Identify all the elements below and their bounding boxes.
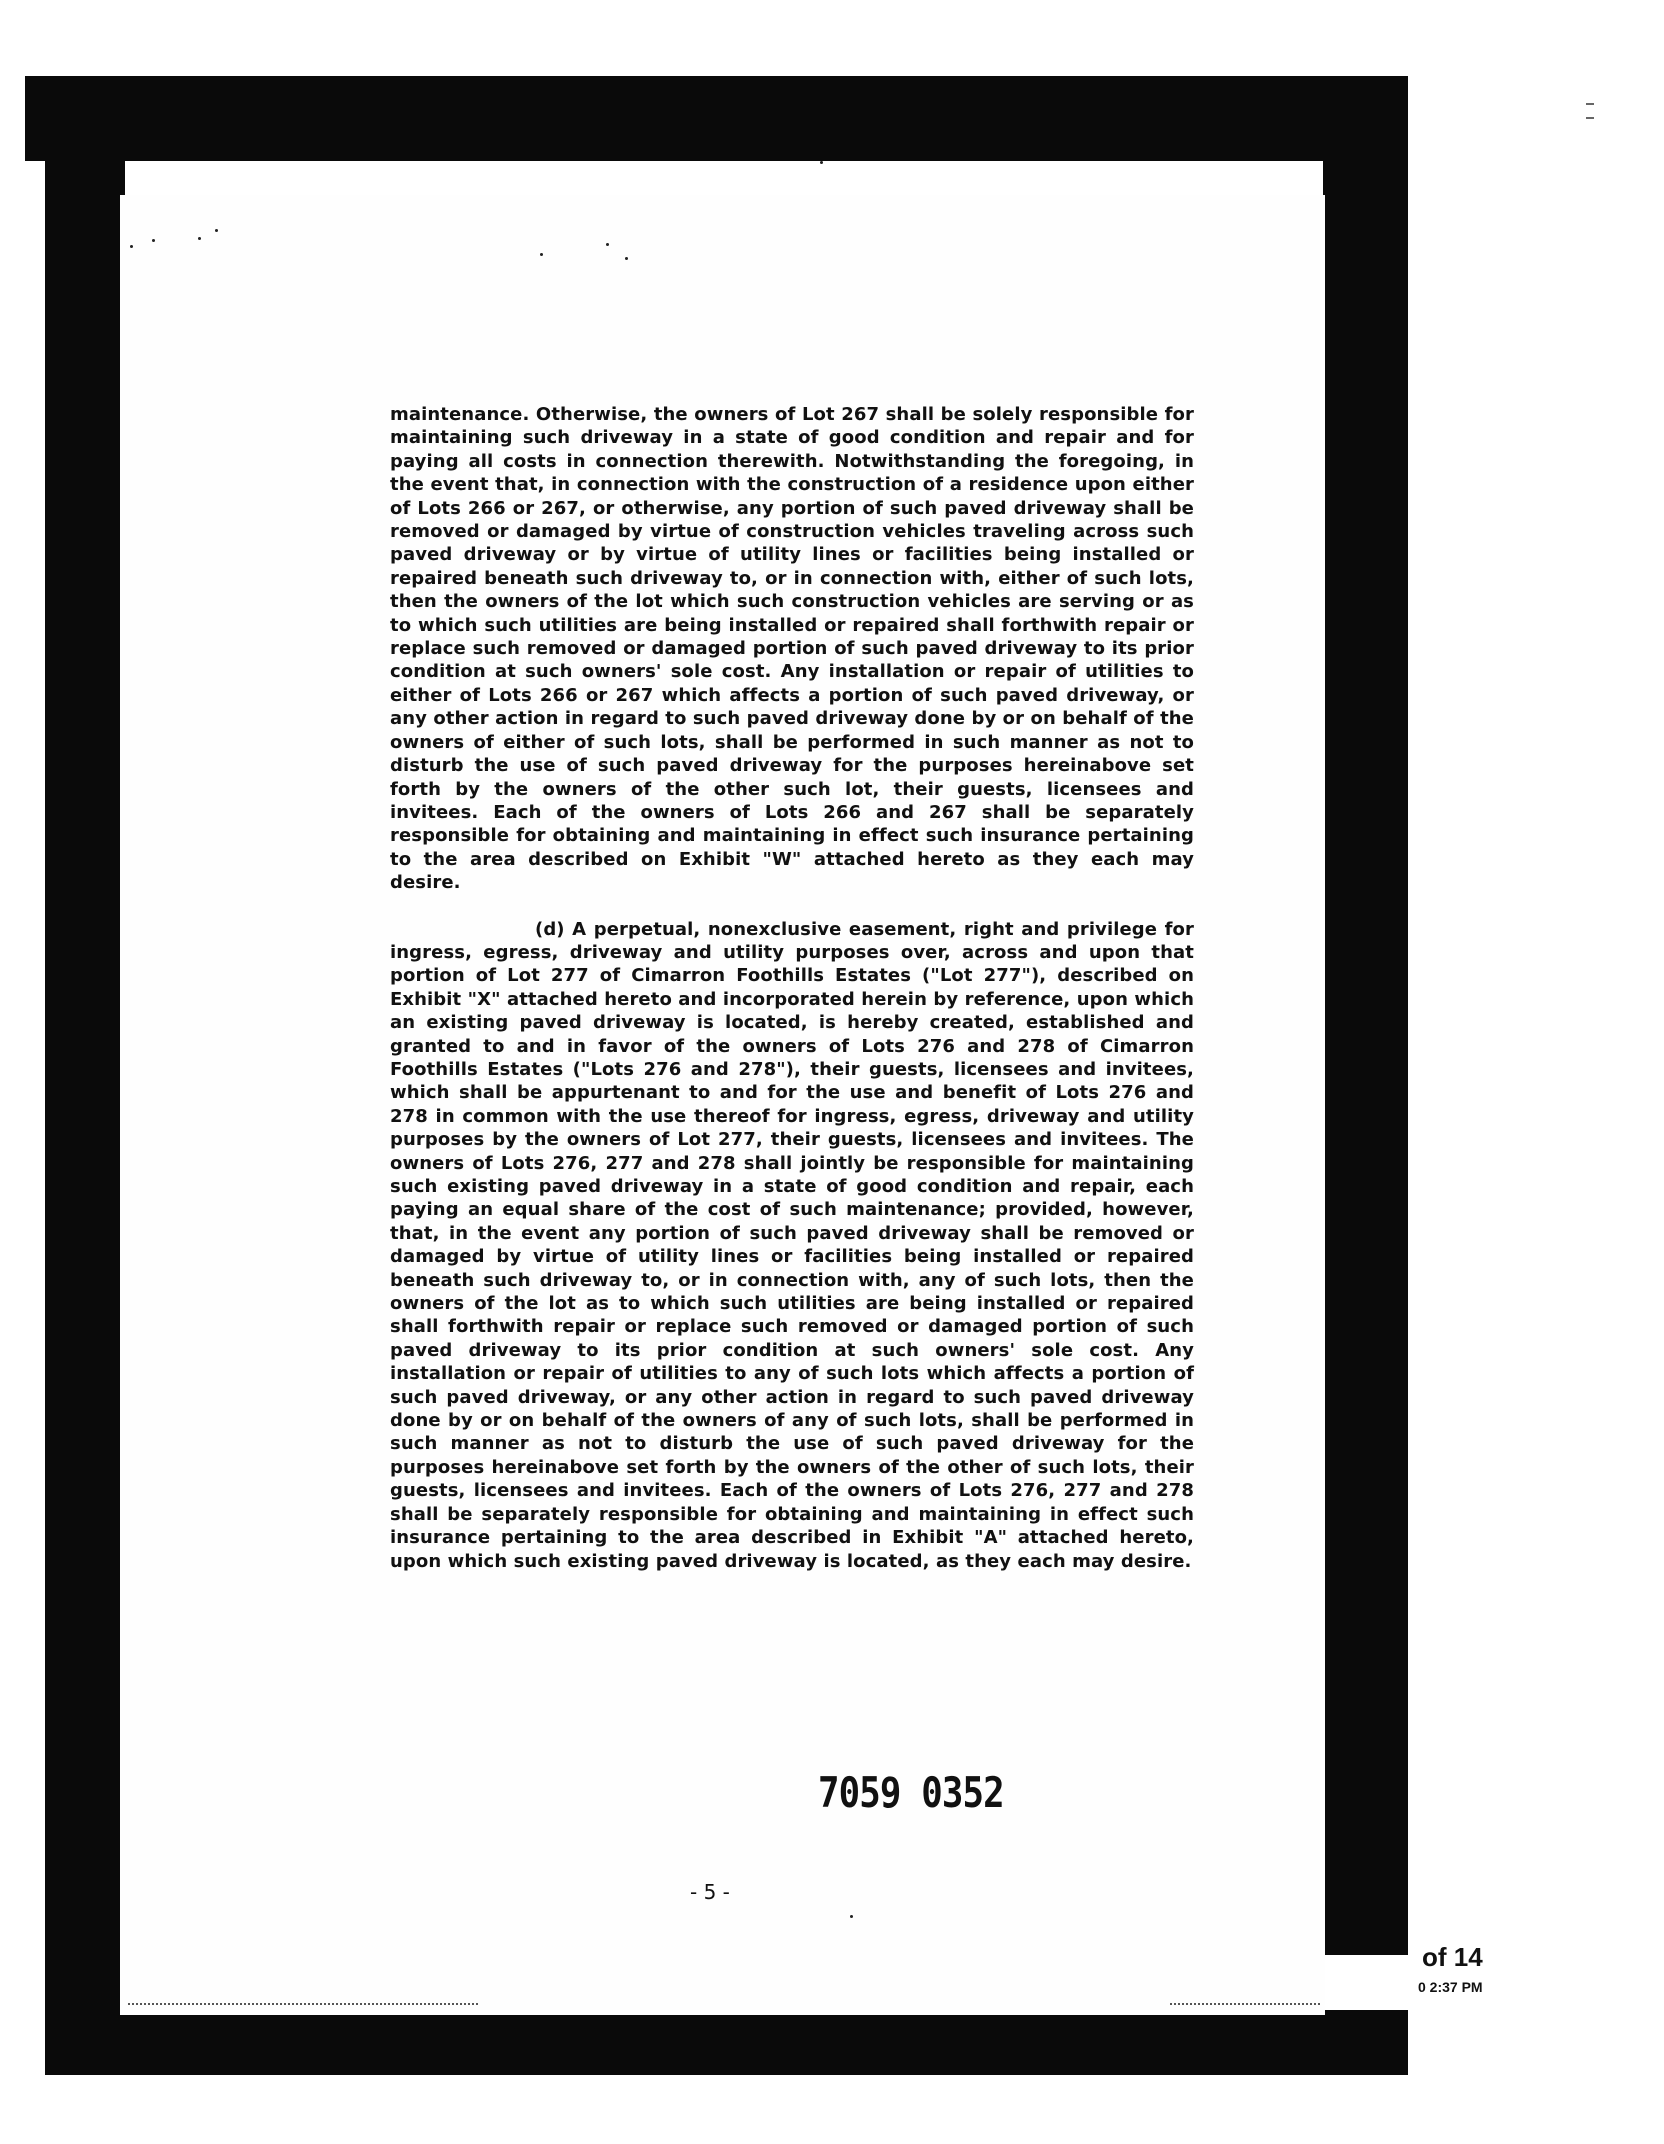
page-number: - 5 - [690,1880,730,1904]
print-timestamp: 0 2:37 PM [1418,1979,1483,1995]
edge-mark [1586,103,1594,105]
page-count-label: of 14 [1422,1942,1483,1972]
paragraph: maintenance. Otherwise, the owners of Lot 267 shall be solely responsible for maintaining such driveway in a state of good condition and repair and for paying all costs in connection therewith. Notwithstanding the foregoing, in the event that, in connection with the construction of a residence upon either of Lots 266 or 267, or otherwise, any portion of such paved driveway shall be removed or damaged by virtue of construction vehicles traveling across such paved driveway or by virtue of utility lines or facilities being installed or repaired beneath such driveway to, or in connection with, either of such lots, then the owners of the lot which such construction vehicles are serving or as to which such utilities are being installed or repaired shall forthwith repair or replace such removed or damaged portion of such paved driveway to its prior condition at such owners' sole cost. Any installation or repair of utilities to either of Lots 266 or 267 which affects a portion of such paved driveway, or any other action in regard to such paved driveway done by or on behalf of the owners of either of such lots, shall be performed in such manner as not to disturb the use of such paved driveway for the purposes hereinabove set forth by the owners of the other such lot, their guests, licensees and invitees. Each of the owners of Lots 266 and 267 shall be separately responsible for obtaining and maintaining in effect such insurance pertaining to the area described on Exhibit "W" attached hereto as they each may desire. [390,404,1194,894]
scan-noise-line [1170,2003,1320,2005]
scan-speck [130,245,133,248]
scan-bottom-border [45,2010,1408,2075]
scan-speck [850,1915,853,1918]
recording-number: 7059 0352 [818,1768,1004,1817]
scan-right-border [1323,155,1408,1955]
scan-speck [820,161,823,164]
scan-speck [215,229,218,232]
document-body [390,403,1194,1573]
scan-speck [152,239,155,242]
scan-left-border [45,155,125,2075]
scan-speck [606,243,609,246]
scan-noise-line [128,2003,478,2005]
edge-mark [1586,117,1594,119]
scan-speck [625,257,628,260]
scan-speck [198,237,201,240]
paragraph: (d) A perpetual, nonexclusive easement, right and privilege for ingress, egress, driveway and utility purposes over, across and upon that portion of Lot 277 of Cimarron Foothills Estates ("Lot 277"), described on Exhibit "X" attached hereto and incorporated herein by reference, upon which an existing paved driveway is located, is hereby created, established and granted to and in favor of the owners of Lots 276 and 278 of Cimarron Foothills Estates ("Lots 276 and 278"), their guests, licensees and invitees, which shall be appurtenant to and for the use and benefit of Lots 276 and 278 in common with the use thereof for ingress, egress, driveway and utility purposes by the owners of Lot 277, their guests, licensees and invitees. The owners of Lots 276, 277 and 278 shall jointly be responsible for maintaining such existing paved driveway in a state of good condition and repair, each paying an equal share of the cost of such maintenance; provided, however, that, in the event any portion of such paved driveway shall be removed or damaged by virtue of utility lines or facilities being installed or repaired beneath such driveway to, or in connection with, any of such lots, then the owners of the lot as to which such utilities are being installed or repaired shall forthwith repair or replace such removed or damaged portion of such paved driveway to its prior condition at such owners' sole cost. Any installation or repair of utilities to any of such lots which affects a portion of such paved driveway, or any other action in regard to such paved driveway done by or on behalf of the owners of any of such lots, shall be performed in such manner as not to disturb the use of such paved driveway for the purposes hereinabove set forth by the owners of the other of such lots, their guests, licensees and invitees. Each of the owners of Lots 276, 277 and 278 shall be separately responsible for obtaining and maintaining in effect such insurance pertaining to the area described in Exhibit "A" attached hereto, upon which such existing paved driveway is located, as they each may desire. [390,918,1194,1572]
scan-top-border [25,76,1408,161]
scan-speck [540,253,543,256]
